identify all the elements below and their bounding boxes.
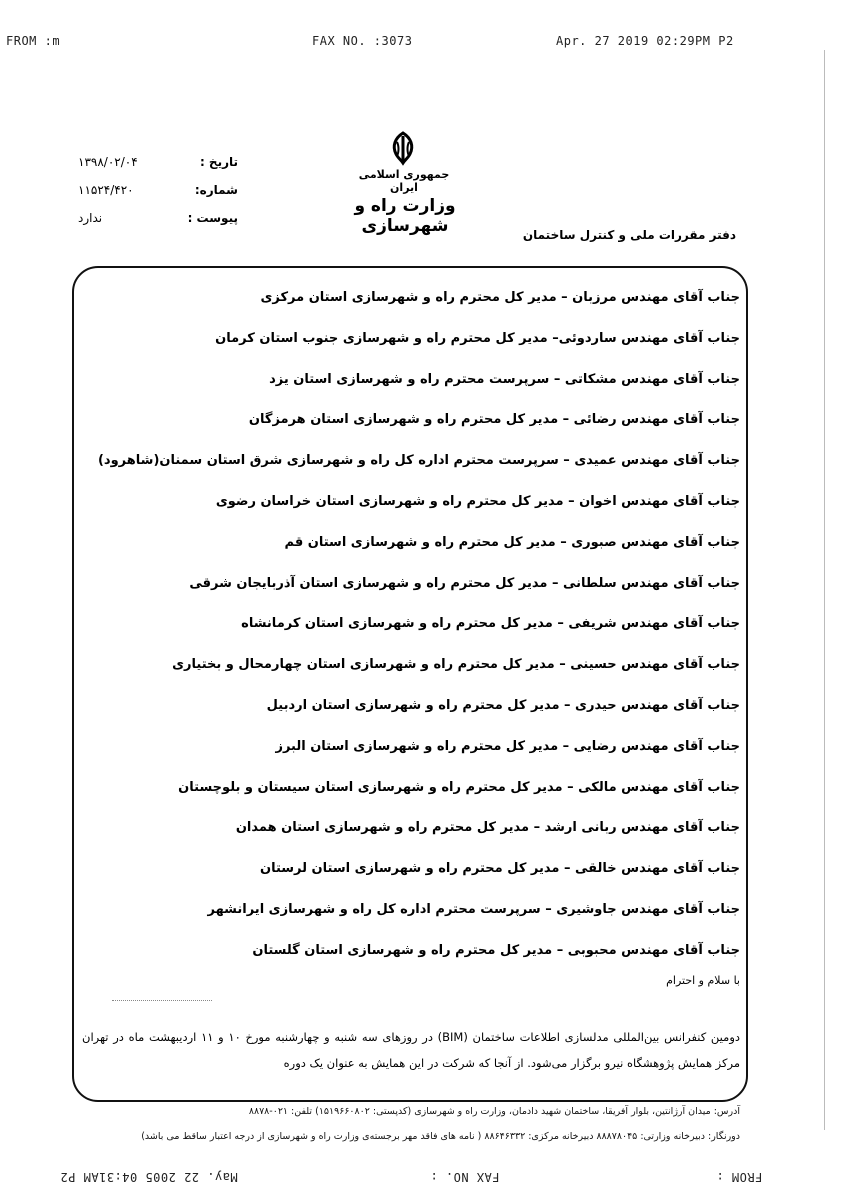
date-row xyxy=(78,148,238,176)
recipient-line: جناب آقای مهندس مشکاتی – سرپرست محترم راه و شهرسازی استان یزد xyxy=(269,371,740,387)
body-paragraph: دومین کنفرانس بین‌المللی مدلسازی اطلاعات ساختمان (BIM) در روزهای سه شنبه و چهارشنبه مورخ ۱۰ و ۱۱ اردیبهشت ماه در تهران مرکز همایش پژوهشگاه نیرو برگزار می‌شود. از آنجا که شرکت در این همایش به عنوان یک دوره xyxy=(82,1030,740,1070)
recipient-line: جناب آقای مهندس شریفی – مدیر کل محترم راه و شهرسازی استان کرمانشاه xyxy=(241,616,740,632)
scan-artifact-line xyxy=(824,50,825,1130)
recipient-line: جناب آقای مهندس ساردوئی– مدیر کل محترم راه و شهرسازی جنوب استان کرمان xyxy=(215,330,740,346)
recipient-line: جناب آقای مهندس حسینی – مدیر کل محترم راه و شهرسازی استان چهارمحال و بختیاری xyxy=(172,657,740,673)
recipient-line: جناب آقای مهندس ربانی ارشد – مدیر کل محترم راه و شهرسازی استان همدان xyxy=(235,820,740,836)
ministry-title: وزارت راه و شهرسازی xyxy=(354,196,456,236)
attachment-row xyxy=(78,204,238,232)
footer-address: آدرس: میدان آرژانتین، بلوار آفریقا، ساختمان شهید دادمان، وزارت راه و شهرسازی (کدپستی: ۱۵۱۹۶۶۰۸۰۲) تلفن: ۰۲۱-۸۸۷۸ xyxy=(248,1106,740,1117)
letter-metadata xyxy=(78,148,238,232)
recipient-line: جناب آقای مهندس اخوان – مدیر کل محترم راه و شهرسازی استان خراسان رضوی xyxy=(215,493,740,509)
fax-footer-from: FROM : xyxy=(716,1170,763,1184)
iran-emblem-icon xyxy=(386,130,420,166)
attachment-value: ندارد xyxy=(78,211,103,225)
recipient-line: جناب آقای مهندس مرزبان – مدیر کل محترم راه و شهرسازی استان مرکزی xyxy=(260,290,740,305)
fax-header-from: FROM :m xyxy=(6,34,61,48)
fax-footer-number: FAX NO. : xyxy=(430,1170,500,1184)
greeting: با سلام و احترام xyxy=(666,974,740,987)
recipient-line: جناب آقای مهندس خالقی – مدیر کل محترم راه و شهرسازی استان لرستان xyxy=(259,861,740,877)
recipient-line: جناب آقای مهندس رضایی – مدیر کل محترم راه و شهرسازی استان البرز xyxy=(275,738,740,754)
recipient-list xyxy=(97,278,740,972)
date-value: ۱۳۹۸/۰۲/۰۴ xyxy=(78,155,138,169)
number-label: شماره: xyxy=(194,183,238,197)
recipient-line: جناب آقای مهندس محبوبی – مدیر کل محترم راه و شهرسازی استان گلستان xyxy=(252,942,740,958)
recipient-line: جناب آقای مهندس رضائی – مدیر کل محترم راه و شهرسازی استان هرمزگان xyxy=(248,412,740,428)
fax-footer-date: May. 22 2005 04:31AM P2 xyxy=(60,1170,238,1184)
republic-title: جمهوری اسلامی ایران xyxy=(358,168,450,194)
fax-header-date: Apr. 27 2019 02:29PM P2 xyxy=(556,34,734,48)
fax-header-number: FAX NO. :3073 xyxy=(312,34,413,48)
number-row xyxy=(78,176,238,204)
date-label: تاریخ : xyxy=(199,155,238,169)
recipient-line: جناب آقای مهندس سلطانی – مدیر کل محترم راه و شهرسازی استان آذربایجان شرقی xyxy=(189,575,740,591)
recipient-line: جناب آقای مهندس عمیدی – سرپرست محترم اداره کل راه و شهرسازی شرق استان سمنان(شاهرود) xyxy=(97,453,740,469)
footer-fax: دورنگار: دبیرخانه وزارتی: ۸۸۸۷۸۰۴۵ دبیرخانه مرکزی: ۸۸۶۴۶۳۳۲ ( نامه های فاقد مهر برجسته‌ی وزارت راه و شهرسازی از درجه اعتبار ساقط می باشد) xyxy=(141,1131,740,1142)
recipient-line: جناب آقای مهندس حیدری – مدیر کل محترم راه و شهرسازی استان اردبیل xyxy=(266,697,740,713)
recipient-line: جناب آقای مهندس مالکی – مدیر کل محترم راه و شهرسازی استان سیستان و بلوچستان xyxy=(178,779,740,795)
divider xyxy=(112,1000,212,1001)
number-value: ۱۱۵۲۴/۴۲۰ xyxy=(78,183,134,197)
recipient-line: جناب آقای مهندس جاوشیری – سرپرست محترم اداره کل راه و شهرسازی ایرانشهر xyxy=(207,901,740,917)
attachment-label: پیوست : xyxy=(187,211,238,225)
recipient-line: جناب آقای مهندس صبوری – مدیر کل محترم راه و شهرسازی استان قم xyxy=(284,534,740,550)
office-title: دفتر مقررات ملی و کنترل ساختمان xyxy=(522,228,736,242)
